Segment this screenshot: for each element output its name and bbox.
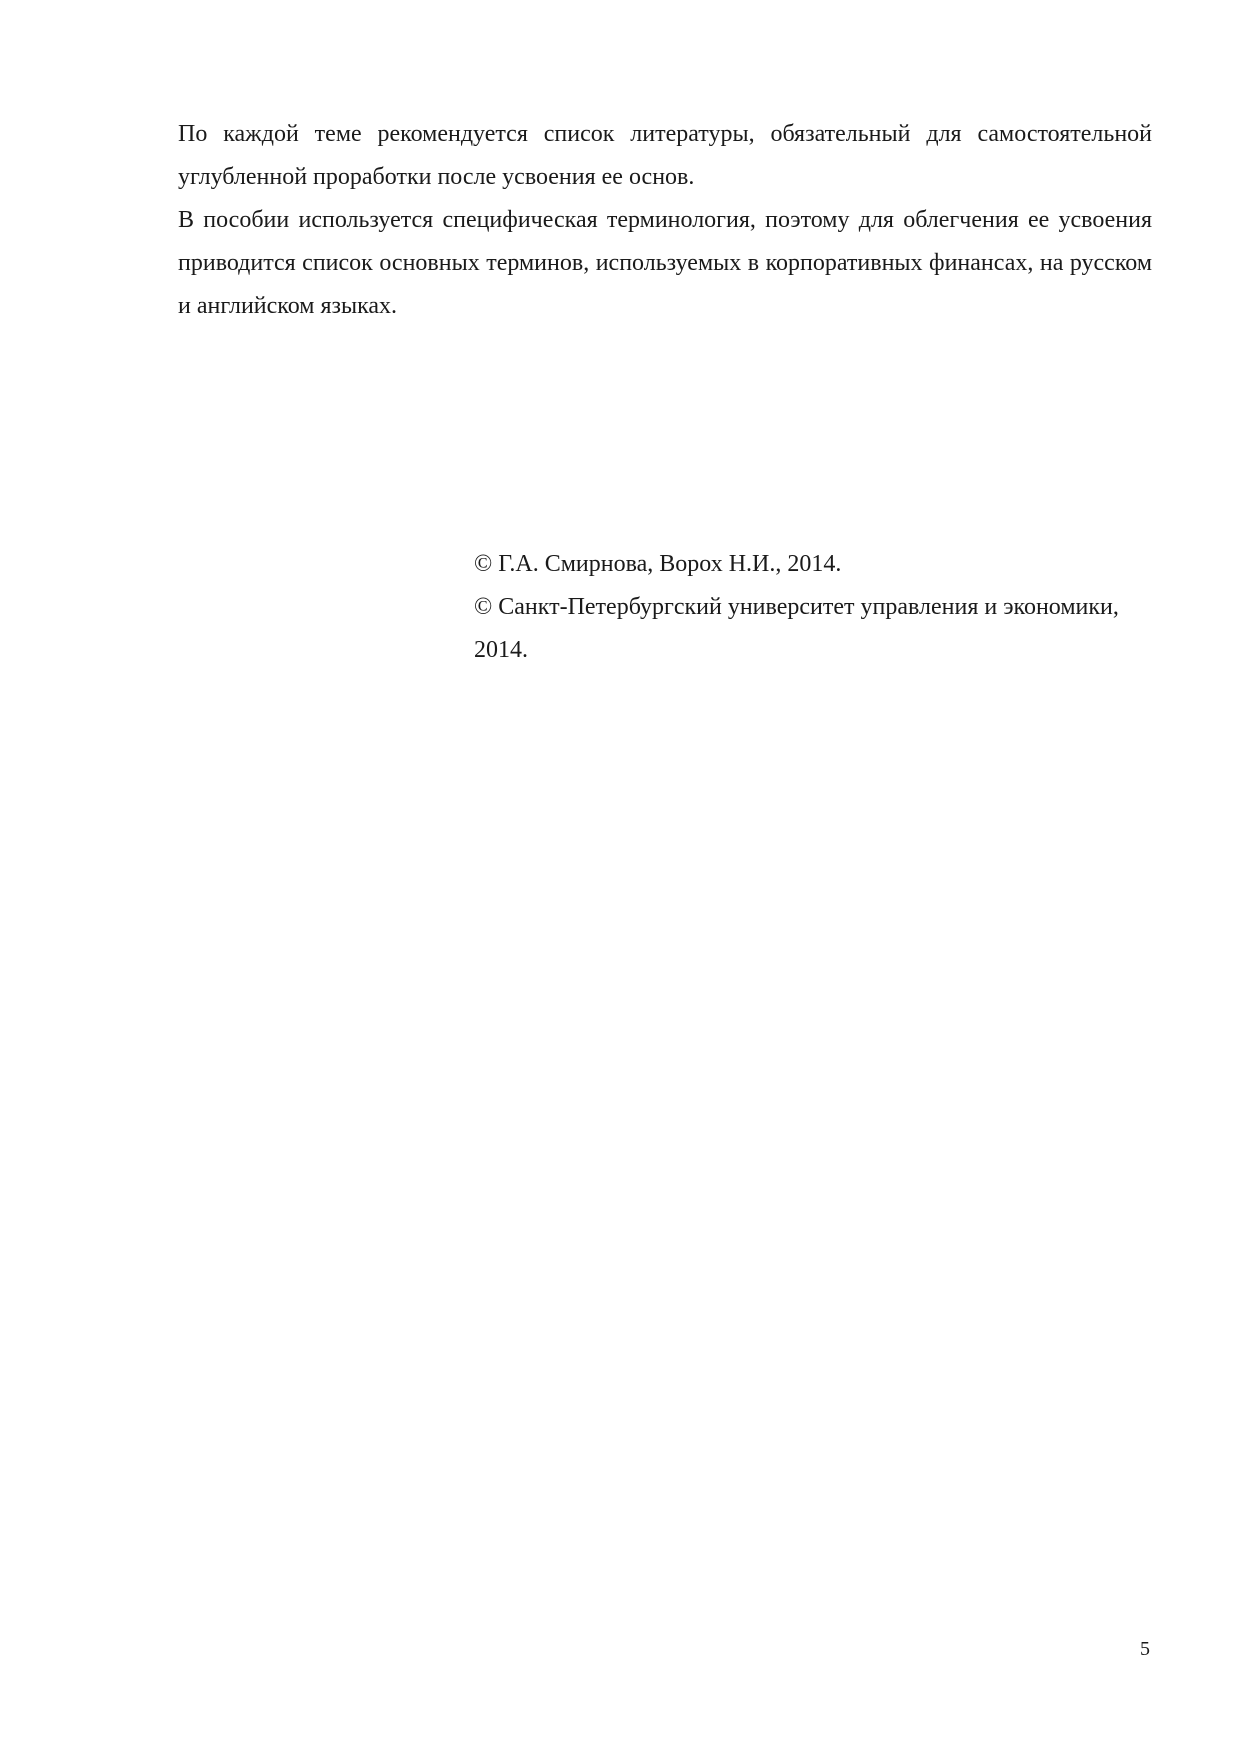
paragraph-literature: По каждой теме рекомендуется список литературы, обязательный для самостоятельной углубленной проработки после усвоения ее основ.: [178, 121, 1152, 190]
copyright-university: © Санкт-Петербургский университет управления и экономики, 2014.: [474, 594, 1119, 663]
paragraph-terminology: В пособии используется специфическая терминология, поэтому для облегчения ее усвоения приводится список основных терминов, используемых в корпоративных финансах, на русском и английском языках.: [178, 207, 1152, 319]
copyright-block: [474, 543, 1154, 672]
body-text: [178, 113, 1152, 328]
page-number: 5: [1140, 1638, 1150, 1660]
copyright-authors: © Г.А. Смирнова, Ворох Н.И., 2014.: [474, 551, 842, 577]
